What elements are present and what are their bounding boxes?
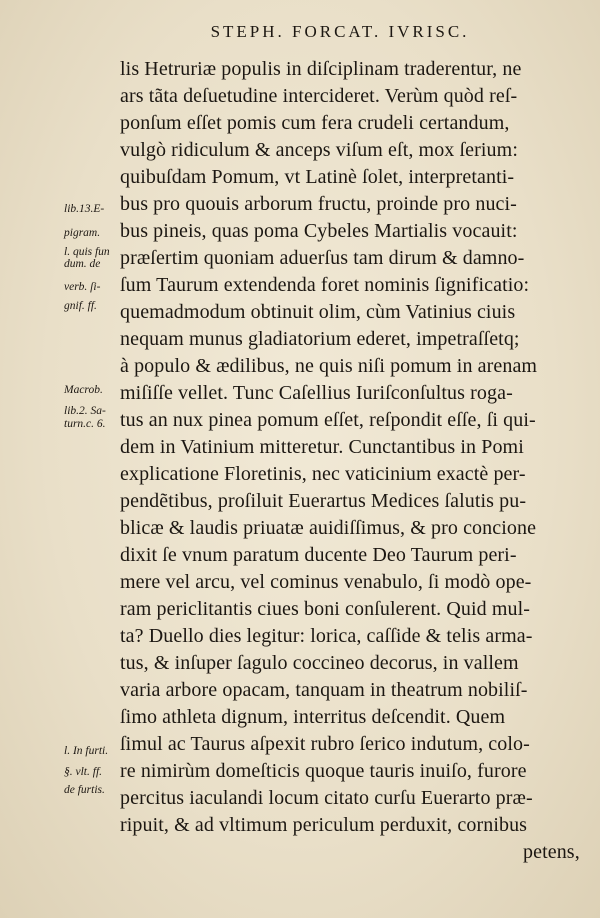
margin-note: dum. de [64,258,101,270]
text-line: quibuſdam Pomum, vt Latinè ſolet, interpretanti- [120,166,515,188]
text-line: dem in Vatinium mitteretur. Cunctantibus in Pomi [120,436,524,458]
text-line: tus an nux pinea pomum eſſet, reſpondit eſſe, ſi qui- [120,409,536,431]
text-line: miſiſſe vellet. Tunc Caſellius Iuriſconſultus roga- [120,382,513,404]
text-line: tus, & inſuper ſagulo coccineo decorus, in vallem [120,652,519,674]
text-line: vulgò ridiculum & anceps viſum eſt, mox ſerium: [120,139,518,161]
text-line: varia arbore opacam, tanquam in theatrum nobiliſ- [120,679,528,701]
margin-note: verb. ſi- [64,281,101,293]
text-line: quemadmodum obtinuit olim, cùm Vatinius ciuis [120,301,516,323]
running-header: STEPH. FORCAT. IVRISC. [210,22,470,41]
text-line: nequam munus gladiatorium ederet, impetraſſetq; [120,328,520,350]
text-line: à populo & ædilibus, ne quis niſi pomum in arenam [120,355,538,377]
margin-note: l. In furti. [64,745,109,757]
text-line: pendẽtibus, proſiluit Euerartus Medices ſalutis pu- [120,490,527,512]
text-line: ta? Duello dies legitur: lorica, caſſide & telis arma- [120,625,533,647]
catchword: petens, [523,841,580,863]
text-line: mere vel arcu, vel cominus venabulo, ſi modò ope- [120,571,532,593]
text-line: re nimirùm domeſticis quoque tauris inuiſo, furore [120,760,527,782]
margin-note: l. quis fun [64,246,110,258]
margin-note: de furtis. [64,784,105,796]
text-line: ſimul ac Taurus aſpexit rubro ſerico indutum, colo- [120,733,530,755]
margin-note: pigram. [64,227,101,239]
text-line: ram periclitantis ciues boni conſulerent. Quid mul- [120,598,530,620]
text-line: percitus iaculandi locum citato curſu Euerarto præ- [120,787,533,809]
text-line: explicatione Floretinis, nec vaticinium exactè per- [120,463,526,485]
text-line: bus pro quouis arborum fructu, proinde pro nuci- [120,193,517,215]
text-line: ſimo athleta dignum, interritus deſcendit. Quem [120,706,506,728]
text-line: ripuit, & ad vltimum periculum perduxit, cornibus [120,814,528,836]
text-line: ſum Taurum extendenda foret nominis ſignificatio: [120,274,530,296]
margin-note: Macrob. [64,384,103,396]
text-line: ponſum eſſet pomis cum fera crudeli certandum, [120,112,510,134]
text-line: ars tãta deſuetudine intercideret. Verùm quòd reſ- [120,85,518,107]
text-line: præſertim quoniam aduerſus tam dirum & damno- [120,247,525,269]
margin-note: §. vlt. ff. [64,766,103,778]
margin-note: lib.13.E- [64,203,105,215]
text-line: blicæ & laudis priuatæ auidiſſimus, & pro concione [120,517,537,539]
text-line: bus pineis, quas poma Cybeles Martialis vocauit: [120,220,518,242]
margin-note: gnif. ff. [64,300,97,312]
text-line: dixit ſe vnum paratum ducente Deo Taurum peri- [120,544,517,566]
text-line: lis Hetruriæ populis in diſciplinam traderentur, ne [120,58,522,80]
margin-note: lib.2. Sa- [64,405,106,417]
margin-note: turn.c. 6. [64,418,106,430]
